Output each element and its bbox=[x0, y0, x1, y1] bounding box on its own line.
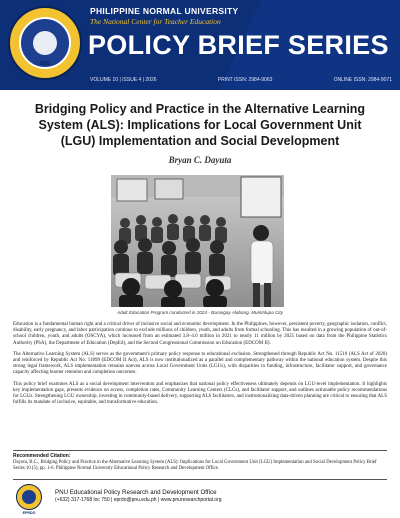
body-paragraph: This policy brief examines ALS as a social development intervention and emphasizes that national policy effectiveness ultimately depends on LGU-level implementation. It highlights key implementation gaps, presents evidence on access, completion rates, Community Learning Centers (CLCs), and facilitator support, and outlines actionable policy recommendations for LGUs. Strengthening LGU ownership, investing in community-based delivery, supporting ALS facilitators, and institutionalizing data-driven planning are critical to ensuring that ALS fulfills its mandate of inclusive, equitable, and transformative education. bbox=[13, 381, 387, 406]
print-issn: PRINT ISSN: 2984-9063 bbox=[217, 77, 273, 83]
body-paragraph: The Alternative Learning System (ALS) serves as the government's primary policy response to educational exclusion. Strengthened through Republic Act No. 11510 (ALS Act of 2020) and reinforced by Republic Act No. 11899 (EDCOM II Act), ALS is now institutionalized as a parallel and complementary pathway within the national education system. Despite this strong legal framework, ALS implementation remains uneven across Local Government Units (LGUs), with disparities in funding, infrastructure, facilitator support, and governance capacity affecting learner retention and completion outcomes. bbox=[13, 351, 387, 376]
classroom-photo bbox=[111, 175, 284, 307]
university-seal-icon bbox=[8, 6, 82, 80]
seal-year: 1901 bbox=[39, 61, 51, 67]
university-tagline: The National Center for Teacher Education bbox=[90, 17, 221, 26]
eprdo-logo-core bbox=[22, 490, 36, 504]
seal-core bbox=[33, 31, 57, 55]
header-banner bbox=[0, 0, 400, 90]
footer-office-name: PNU Educational Policy Research and Development Office bbox=[55, 489, 217, 496]
article-body bbox=[13, 322, 387, 411]
eprdo-logo-icon bbox=[16, 484, 42, 510]
eprdo-logo-label: EPRDO bbox=[22, 511, 36, 515]
body-paragraph: Education is a fundamental human right and a critical driver of inclusive social and economic development. In the Philippines, however, persistent poverty, geographic isolation, conflict, disability, early pregnancy, and labor participation continue to exclude millions of children, youth, and adults from formal schooling. This has resulted in a growing population of out-of-school children, youth, and adults (OSCYA), which increased from an estimated 3.8–4.0 million in 2021 to nearly 11 million by 2025 based on data from the Philippine Statistics Authority (PSA), the Department of Education (DepEd), and the Second Congressional Commission on Education (EDCOM II). bbox=[13, 322, 387, 346]
citation-label: Recommended Citation: bbox=[13, 453, 71, 459]
series-title: POLICY BRIEF SERIES bbox=[88, 30, 389, 60]
citation-text: Dayuta, B.C., Bridging Policy and Practice in the Alternative Learning System (ALS): Implications for Local Government Unit (LGU) Implementation and Social Development Policy Brief Series 10 (5), pp. 1-6. Philippine Normal University Educational Policy Research and Development Office. bbox=[13, 460, 377, 471]
citation-top-rule bbox=[13, 450, 387, 451]
article-title: Bridging Policy and Practice in the Alternative Learning System (ALS): Implications for Local Government Unit (LGU) Implementation and Social Development bbox=[34, 102, 366, 148]
footer-contact-info[interactable]: (+632) 317-1768 loc 750 | eprdo@pnu.edu.ph | www.pnuresearchportal.org bbox=[55, 497, 222, 503]
citation-bottom-rule bbox=[13, 479, 387, 480]
article-author: Bryan C. Dayuta bbox=[168, 155, 232, 165]
classroom-photo-illustration bbox=[111, 175, 284, 307]
university-name: PHILIPPINE NORMAL UNIVERSITY bbox=[90, 6, 239, 16]
photo-caption: Adult Education Program conducted in 2024 - Barangay Alabang, Muntinlupa City bbox=[117, 310, 283, 315]
issue-meta bbox=[90, 77, 392, 83]
volume-info: VOLUME 10 | ISSUE 4 | 2026 bbox=[90, 77, 157, 83]
online-issn: ONLINE ISSN: 2984-9071 bbox=[333, 77, 392, 83]
